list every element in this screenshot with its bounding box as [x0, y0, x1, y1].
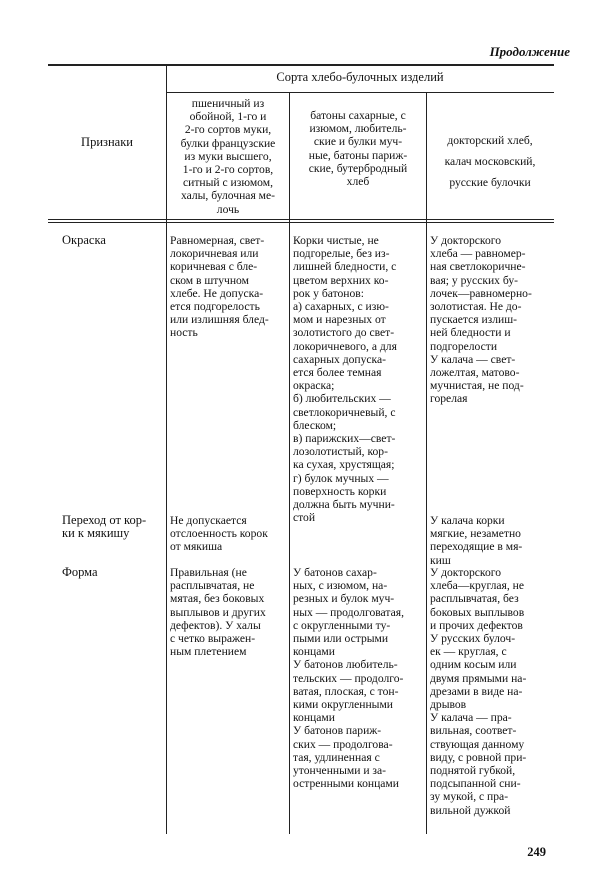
- row-color-col1: Равномерная, свет- локоричневая или коричневая с бле- ском в штучном хлебе. Не допуска- ется подгорелость или излишняя блед- ность: [170, 234, 269, 340]
- table-top-rule: [48, 64, 554, 66]
- col-divider-3: [426, 92, 427, 834]
- row-shape-col3: У докторского хлеба—круглая, не расплывчатая, без боковых выплывов и прочих дефектов У русских булоч- ек — круглая, с одним косым или двумя прямыми на- дрезами в виде на- дрывов У калача — пра- вильная, соответ- ствующая данному виду, с ровной при- поднятой губкой, подсыпанной сни- зу мукой, с пра- вильной дужкой: [430, 566, 527, 817]
- header-col1: пшеничный из обойной, 1-го и 2-го сортов муки, булки французские из муки высшего, 1-го и 2-го сортов, ситный с изюмом, халы, булочная ме- лочь: [180, 97, 276, 216]
- grades-underline: [166, 92, 554, 93]
- header-col3: докторский хлеб, калач московский, русские булочки: [444, 134, 536, 189]
- row-feature-transition: Переход от кор- ки к мякишу: [62, 513, 147, 541]
- col-divider-1: [166, 64, 167, 834]
- continuation-label: Продолжение: [489, 44, 570, 59]
- row-feature-color: Окраска: [62, 233, 106, 247]
- row-transition-col1: Не допускается отслоенность корок от мякиша: [170, 514, 268, 554]
- row-shape-col2: У батонов сахар- ных, с изюмом, на- резных и булок муч- ных — продолговатая, с округленными ту- пыми или острыми концами У батонов любитель- тельских — продолго- ватая, плоская, с тон- кими округленными концами У батонов париж- ских — продолгова- тая, удлиненная с утонченными и за- остренными концами: [293, 566, 404, 791]
- header-bottom-rule-2: [48, 222, 554, 223]
- row-color-col3: У докторского хлеба — равномер- ная светлокоричне- вая; у русских бу- лочек—равномерно- золотистая. Не до- пускается излиш- ней бледности и подгорелости У калача — свет- ложелтая, матово- мучнистая, не под- горелая: [430, 234, 532, 406]
- header-bottom-rule-1: [48, 219, 554, 220]
- col-divider-2: [289, 92, 290, 834]
- row-transition-col3: У калача корки мягкие, незаметно переходящие в мя- киш: [430, 514, 523, 567]
- header-col2: батоны сахарные, с изюмом, любитель- ские и булки муч- ные, батоны париж- ские, бутербродный хлеб: [308, 109, 408, 189]
- header-grades: Сорта хлебо-булочных изделий: [276, 70, 444, 84]
- page-number: 249: [527, 845, 546, 859]
- row-shape-col1: Правильная (не расплывчатая, не мятая, без боковых выплывов и других дефектов). У халы с четко выражен- ным плетением: [170, 566, 266, 659]
- row-feature-shape: Форма: [62, 565, 98, 579]
- row-color-col2: Корки чистые, не подгорелые, без из- лишней бледности, с цветом верхних ко- рок у батонов: а) сахарных, с изю- мом и нарезных от золотистого до свет- локоричневого, а для сахарных допуска- ется более темная окраска; б) любительских — светлокоричневый, с блеском; в) парижских—свет- лозолотистый, кор- ка сухая, хрустящая; г) булок мучных — поверхность корки должна быть мучни- стой: [293, 234, 397, 525]
- header-features: Признаки: [81, 135, 133, 149]
